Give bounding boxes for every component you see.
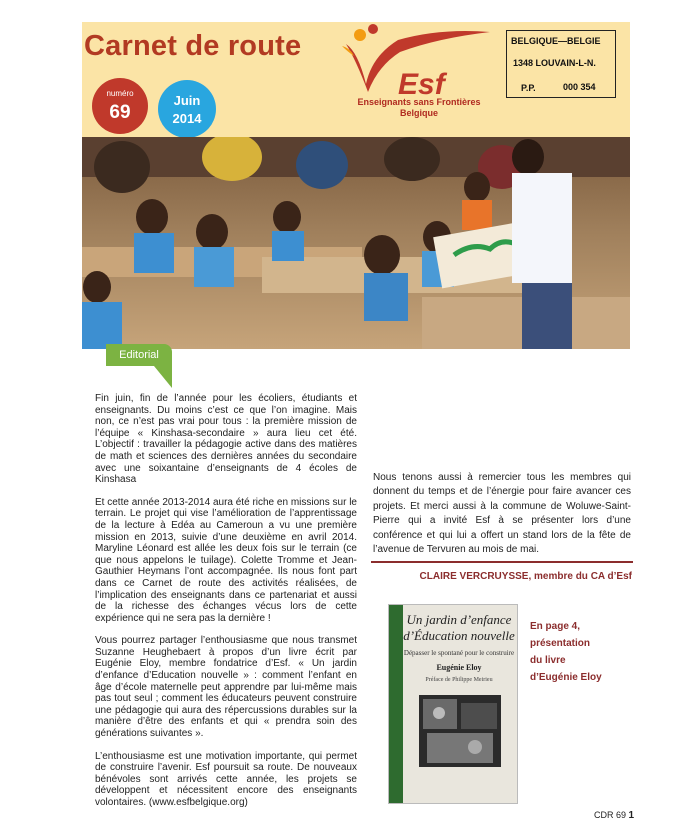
book-callout — [530, 618, 602, 686]
editorial-paragraph: Et cette année 2013-2014 aura été riche en missions sur le terrain. Le projet qui vise l’amélioration de l’apprentissage de la lecture à Edéa au Cameroun a vu une première mission en 2013, suivie d’une deuxième en avril 2014. Maryline Léonard est allée les deux fois sur le terrain (ce que nous appelons le tuilage). Colette Tromme et Jean-Gauthier Heymans l’ont accompagnée. Ils nous font part dans ce Carnet de route des activités réalisées, de l’implication des enseignants dans ce partenariat et aussi de la richesse des échanges vécus lors de cette expérience qui ne sera pas la dernière ! — [95, 496, 357, 624]
page-number: 1 — [628, 810, 635, 821]
editorial-paragraph: Vous pourrez partager l’enthousiasme que nous transmet Suzanne Heughebaert à propos d’un livre écrit par Eugénie Eloy, membre fondatrice d’Esf. « Un jardin d’enfance d’Education nouvelle » : comment l’enfant en âge d’école maternelle peut apprendre par lui-même mais pas tout seul ; comment les éducateurs peuvent construire une pédagogie qui aura des répercussions durables sur la manière d’être des enfants et qui « prendra soin des générations suivantes ». — [95, 635, 357, 740]
book-subtitle: Dépasser le spontané pour le construire — [403, 649, 515, 657]
editorial-paragraph: Fin juin, fin de l’année pour les écoliers, étudiants et enseignants. Du moins c’est ce que l’on imagine. Mais non, ce n’est pas vrai pour tous : la première mission de l’équipe « Kinshasa-secondaire » aura lieu cet été. L’objectif : travailler la pédagogie active dans des matières de math et sciences des dernières années du secondaire avec une soixantaine d’enseignants de 4 écoles de Kinshasa — [95, 393, 357, 486]
signature-divider — [371, 561, 633, 563]
classroom-photo — [82, 137, 630, 349]
logo-red-dot-icon — [368, 24, 378, 34]
callout-line: d’Eugénie Eloy — [530, 672, 602, 683]
callout-line: présentation — [530, 638, 591, 649]
issue-label: numéro — [106, 89, 134, 98]
section-tab-editorial: Editorial — [106, 344, 172, 366]
postage-office: 1348 LOUVAIN-L-N. — [513, 58, 596, 68]
book-cover — [388, 604, 518, 804]
postage-country: BELGIQUE—BELGIE — [511, 36, 601, 46]
book-title-line1: Un jardin d’enfance — [406, 612, 512, 627]
postage-number: 000 354 — [563, 82, 596, 92]
logo-tagline — [344, 97, 494, 119]
book-preface: Préface de Philippe Meirieu — [425, 677, 493, 683]
logo-wordmark: Esf — [398, 68, 445, 101]
page-footer — [594, 810, 634, 821]
issue-badge — [92, 78, 148, 134]
postage-box — [506, 30, 616, 98]
logo-tagline-line2: Belgique — [399, 108, 438, 118]
book-title-line2: d’Éducation nouvelle — [403, 628, 515, 643]
footer-issue: CDR 69 — [594, 810, 627, 820]
editorial-right-column: Nous tenons aussi à remercier tous les membres qui donnent du temps et de l’énergie pour faire avancer ces projets. Et merci aussi à la commune de Woluwe-Saint-Pierre qui a invité Esf à se présenter lors d’une conférence et qui lui a offert un stand lors de la fête de l’avenue de Tervuren au mois de mai. — [373, 472, 631, 556]
issue-number: 69 — [109, 102, 131, 123]
callout-line: En page 4, — [530, 621, 581, 632]
date-badge — [158, 80, 216, 138]
logo-orange-dot-icon — [354, 29, 366, 41]
section-tab-pointer — [154, 366, 172, 388]
callout-line: du livre — [530, 655, 566, 666]
logo-tagline-line1: Enseignants sans Frontières — [357, 97, 481, 107]
editorial-paragraph: L’enthousiasme est une motivation importante, qui permet de construire l’avenir. Esf poursuit sa route. De nouveaux bénévoles sont arrivés cette année, les projets se développent et nécessitent encore des enseignants volontaires. (www.esfbelgique.org) — [95, 750, 357, 808]
editorial-signature: CLAIRE VERCRUYSSE, membre du CA d’Esf — [419, 571, 632, 582]
book-author: Eugénie Eloy — [436, 663, 482, 672]
issue-month: Juin — [173, 93, 201, 108]
issue-year: 2014 — [172, 111, 202, 126]
postage-pp: P.P. — [521, 83, 536, 93]
masthead-title: Carnet de route — [84, 30, 302, 62]
book-spine — [389, 605, 403, 804]
book-cover-photo — [419, 695, 501, 767]
editorial-left-column — [95, 393, 357, 820]
